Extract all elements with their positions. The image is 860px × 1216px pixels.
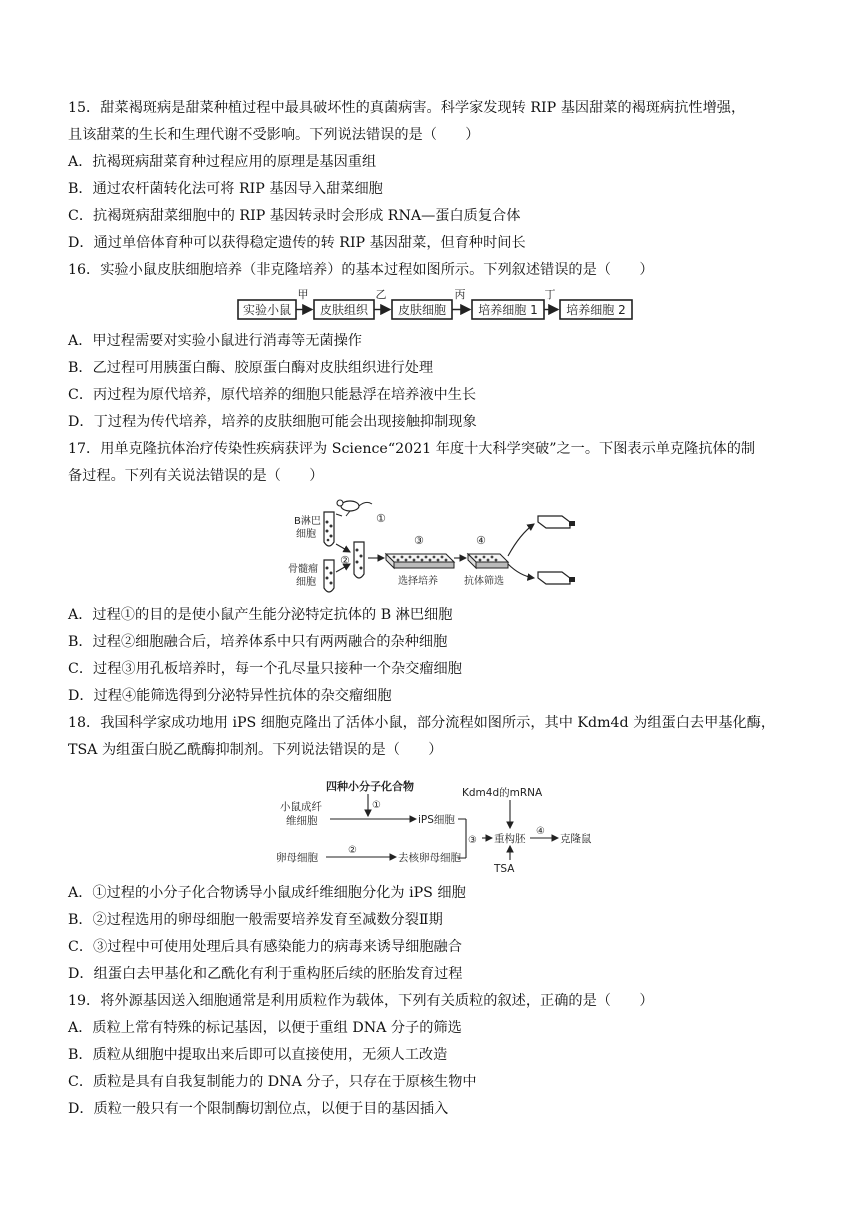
well-plate-icon — [386, 554, 454, 568]
q16-box-culture-2 — [560, 300, 632, 319]
q18-step-2: ② — [348, 845, 357, 856]
q17-screen-label: 抗体筛选 — [464, 576, 504, 587]
culture-flask-icon-2 — [538, 572, 575, 584]
svg-text:培养细胞 1: 培养细胞 1 — [478, 303, 538, 317]
q18-stem-line1: 18．我国科学家成功地用 iPS 细胞克隆出了活体小鼠，部分流程如图所示，其中 Kdm4d 为组蛋白去甲基化酶， — [68, 715, 776, 731]
q17-select-label: 选择培养 — [398, 576, 438, 587]
q18-clone-mouse: 克隆鼠 — [560, 833, 592, 845]
svg-text:培养细胞 2: 培养细胞 2 — [566, 303, 626, 317]
q16-flow-diagram — [236, 288, 636, 322]
q17-option-b: B．过程②细胞融合后，培养体系中只有两两融合的杂种细胞 — [68, 634, 448, 650]
q18-kdm-mrna: Kdm4d的mRNA — [462, 787, 543, 799]
q18-step-3: ③ — [468, 835, 477, 846]
q18-option-b: B．②过程选用的卵母细胞一般需要培养发育至减数分裂Ⅱ期 — [68, 912, 443, 928]
q18-stem-line2: TSA 为组蛋白脱乙酰酶抑制剂。下列说法错误的是（ ） — [68, 742, 443, 758]
q16-option-b: B．乙过程可用胰蛋白酶、胶原蛋白酶对皮肤组织进行处理 — [68, 360, 434, 376]
q16-arrow-jia: 甲 — [297, 288, 309, 301]
q17-option-c: C．过程③用孔板培养时，每一个孔尽量只接种一个杂交瘤细胞 — [68, 661, 462, 677]
q19-option-a: A．质粒上常有特殊的标记基因，以便于重组 DNA 分子的筛选 — [68, 1020, 462, 1036]
q18-recon-embryo: 重构胚 — [494, 833, 526, 845]
q16-arrow-ding: 丁 — [544, 288, 556, 301]
b-cell-tube-icon — [324, 512, 334, 546]
q16-option-a: A．甲过程需要对实验小鼠进行消毒等无菌操作 — [68, 333, 362, 349]
q17-step-1: ① — [376, 512, 386, 525]
q17-myeloma-label-1: 骨髓瘤 — [288, 564, 318, 575]
fusion-tube-icon — [354, 542, 364, 578]
q16-option-d: D．丁过程为传代培养，培养的皮肤细胞可能会出现接触抑制现象 — [68, 414, 477, 430]
q19-option-b: B．质粒从细胞中提取出来后即可以直接使用，无须人工改造 — [68, 1047, 448, 1063]
q17-myeloma-label-2: 细胞 — [296, 577, 316, 588]
q18-ips-cell: iPS细胞 — [418, 814, 455, 826]
q18-fibro-label-2: 维细胞 — [286, 815, 318, 827]
q17-step-3: ③ — [414, 534, 424, 547]
screen-plate-icon — [468, 554, 508, 568]
q17-b-cell-label-1: B淋巴 — [294, 516, 321, 527]
q15-option-c: C．抗褐斑病甜菜细胞中的 RIP 基因转录时会形成 RNA—蛋白质复合体 — [68, 208, 521, 224]
q16-arrow-yi: 乙 — [375, 288, 387, 301]
q18-small-molecules: 四种小分子化合物 — [326, 780, 414, 793]
q15-stem-line2: 且该甜菜的生长和生理代谢不受影响。下列说法错误的是（ ） — [68, 127, 480, 143]
q15-option-d: D．通过单倍体育种可以获得稳定遗传的转 RIP 基因甜菜，但育种时间长 — [68, 235, 526, 251]
svg-text:皮肤组织: 皮肤组织 — [319, 303, 369, 317]
q15-option-b: B．通过农杆菌转化法可将 RIP 基因导入甜菜细胞 — [68, 181, 383, 197]
q15-option-a: A．抗褐斑病甜菜育种过程应用的原理是基因重组 — [68, 154, 377, 170]
q16-box-skin-tissue — [314, 300, 374, 319]
culture-flask-icon — [538, 516, 575, 528]
q18-enucleated-oocyte: 去核卵母细胞 — [398, 852, 461, 864]
q17-step-4: ④ — [476, 534, 486, 547]
myeloma-tube-icon — [324, 560, 334, 592]
q18-option-a: A．①过程的小分子化合物诱导小鼠成纤维细胞分化为 iPS 细胞 — [68, 885, 466, 901]
q19-option-d: D．质粒一般只有一个限制酶切割位点，以便于目的基因插入 — [68, 1101, 449, 1117]
q17-monoclonal-diagram — [280, 494, 580, 596]
q17-step-2: ② — [340, 554, 350, 567]
svg-text:实验小鼠: 实验小鼠 — [242, 303, 292, 317]
mouse-icon — [337, 500, 372, 516]
q19-stem: 19．将外源基因送入细胞通常是利用质粒作为载体，下列有关质粒的叙述，正确的是（ ） — [68, 993, 654, 1009]
q15-stem-line1: 15．甜菜褐斑病是甜菜种植过程中最具破坏性的真菌病害。科学家发现转 RIP 基因甜菜的褐斑病抗性增强， — [68, 100, 746, 116]
q18-option-d: D．组蛋白去甲基化和乙酰化有利于重构胚后续的胚胎发育过程 — [68, 966, 463, 982]
svg-text:皮肤细胞: 皮肤细胞 — [397, 303, 447, 317]
q17-option-a: A．过程①的目的是使小鼠产生能分泌特定抗体的 B 淋巴细胞 — [68, 607, 453, 623]
q16-box-skin-cell — [392, 300, 452, 319]
q18-step-1: ① — [372, 800, 381, 811]
q16-stem: 16．实验小鼠皮肤细胞培养（非克隆培养）的基本过程如图所示。下列叙述错误的是（ ） — [68, 262, 654, 278]
q16-box-culture-1 — [472, 300, 544, 319]
q18-option-c: C．③过程中可使用处理后具有感染能力的病毒来诱导细胞融合 — [68, 939, 462, 955]
q18-tsa: TSA — [494, 863, 515, 874]
q19-option-c: C．质粒是具有自我复制能力的 DNA 分子，只存在于原核生物中 — [68, 1074, 477, 1090]
q18-oocyte: 卵母细胞 — [276, 852, 318, 864]
q17-stem-line2: 备过程。下列有关说法错误的是（ ） — [68, 468, 324, 484]
q16-box-mouse — [238, 300, 296, 319]
q17-b-cell-label-2: 细胞 — [296, 529, 316, 540]
q16-option-c: C．丙过程为原代培养，原代培养的细胞只能悬浮在培养液中生长 — [68, 387, 477, 403]
q16-arrow-bing: 丙 — [454, 288, 466, 301]
q18-step-4: ④ — [536, 826, 545, 837]
q17-option-d: D．过程④能筛选得到分泌特异性抗体的杂交瘤细胞 — [68, 688, 392, 704]
q18-ips-diagram — [268, 776, 598, 874]
q18-fibro-label-1: 小鼠成纤 — [280, 801, 322, 813]
q17-stem-line1: 17．用单克隆抗体治疗传染性疾病获评为 Science“2021 年度十大科学突破”之一。下图表示单克隆抗体的制 — [68, 441, 756, 457]
